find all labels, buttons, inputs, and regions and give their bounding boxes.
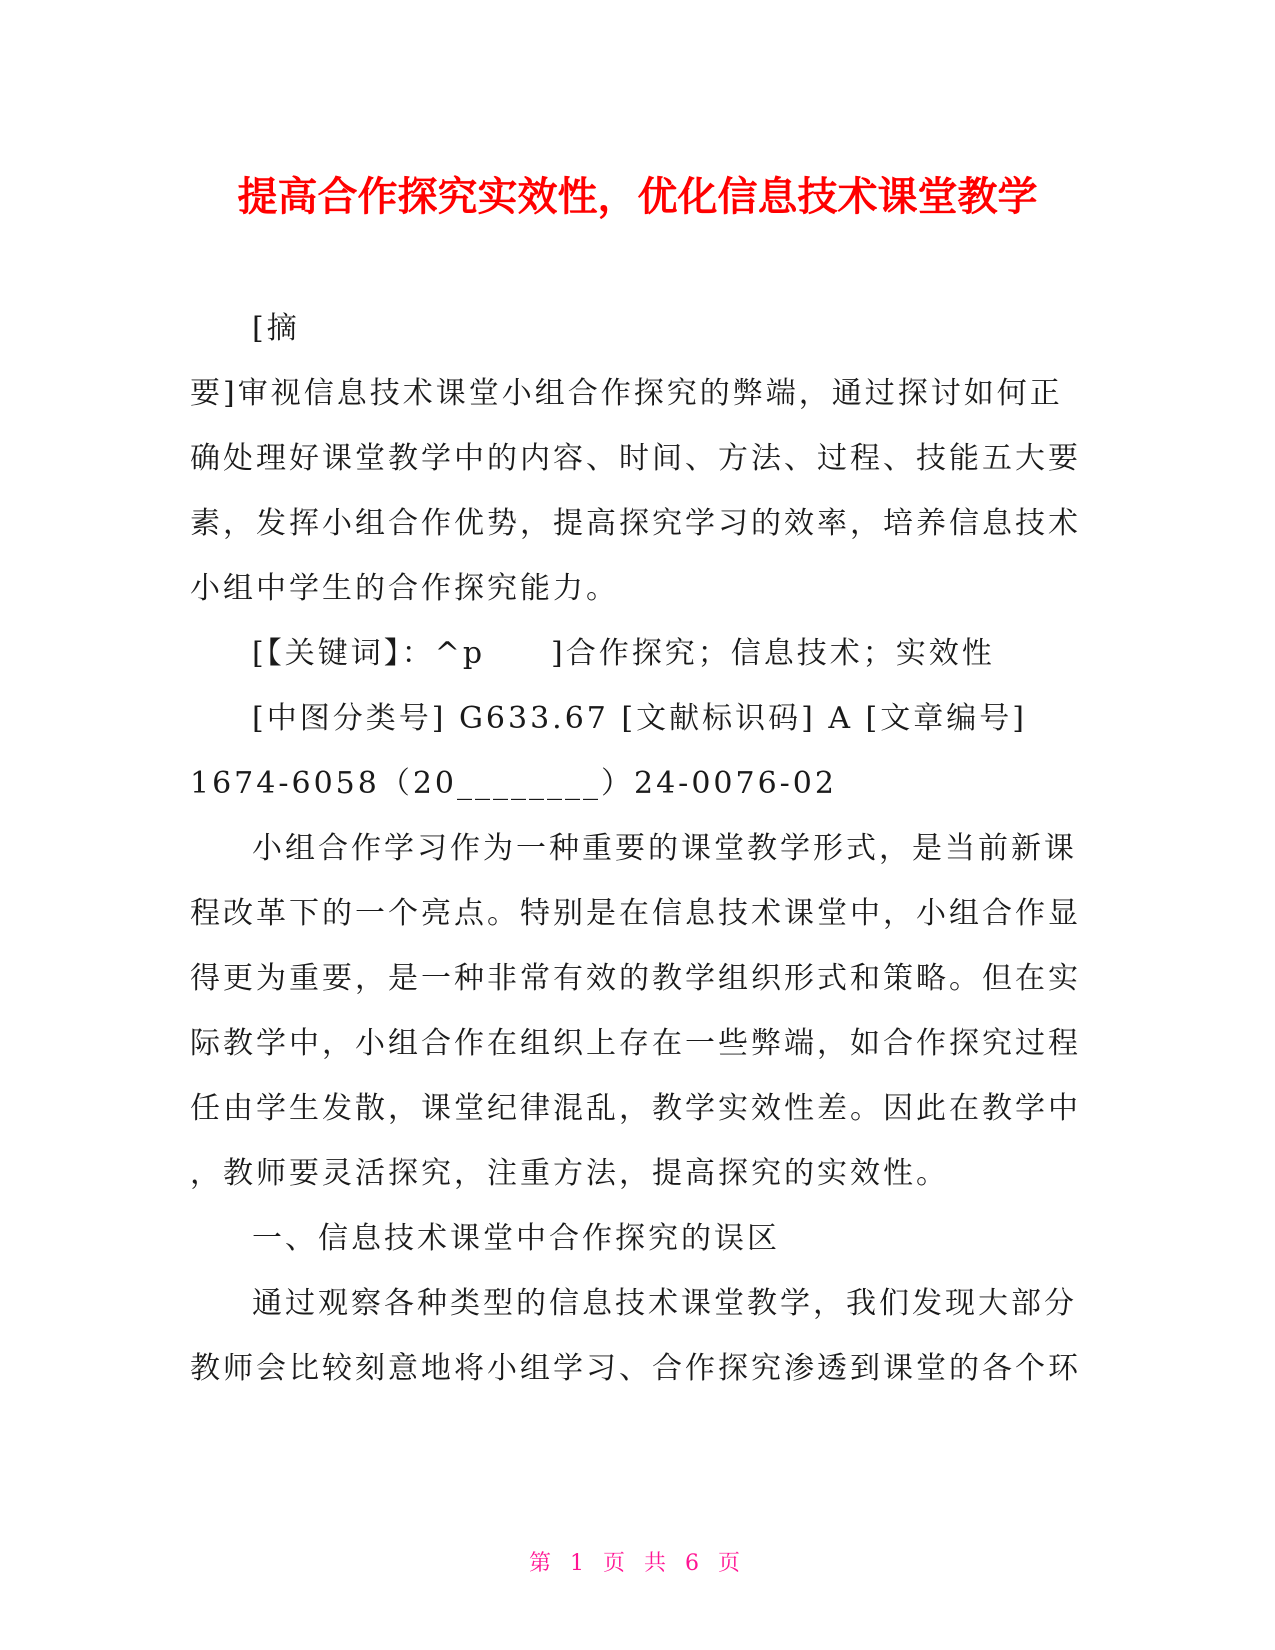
paragraph-1-line-2: 程改革下的一个亮点。特别是在信息技术课堂中，小组合作显 xyxy=(190,896,1081,931)
paragraph-1-line-1: 小组合作学习作为一种重要的课堂教学形式，是当前新课 xyxy=(252,831,1077,866)
paragraph-2-line-2: 教师会比较刻意地将小组学习、合作探究渗透到课堂的各个环 xyxy=(190,1351,1081,1386)
paragraph-1-line-6: ，教师要灵活探究，注重方法，提高探究的实效性。 xyxy=(190,1156,949,1191)
paragraph-2-line-1: 通过观察各种类型的信息技术课堂教学，我们发现大部分 xyxy=(252,1286,1077,1321)
document-title: 提高合作探究实效性，优化信息技术课堂教学 xyxy=(237,174,1038,220)
abstract-line-4: 小组中学生的合作探究能力。 xyxy=(190,571,619,606)
section-heading-1: 一、信息技术课堂中合作探究的误区 xyxy=(252,1221,780,1256)
page-footer: 第 1 页 共 6 页 xyxy=(529,1551,746,1576)
abstract-label-line: [摘 xyxy=(252,311,300,346)
article-number-line: 1674-6058（20________）24-0076-02 xyxy=(190,766,837,801)
classification-line: [中图分类号] G633.67 [文献标识码] A [文章编号] xyxy=(252,701,1027,736)
keywords-line: [【关键词】：^p ]合作探究；信息技术；实效性 xyxy=(252,636,995,671)
document-body xyxy=(190,296,1090,1401)
abstract-line-1: 要]审视信息技术课堂小组合作探究的弊端，通过探讨如何正 xyxy=(190,376,1063,411)
abstract-line-2: 确处理好课堂教学中的内容、时间、方法、过程、技能五大要 xyxy=(190,441,1081,476)
paragraph-1-line-5: 任由学生发散，课堂纪律混乱，教学实效性差。因此在教学中 xyxy=(190,1091,1081,1126)
abstract-line-3: 素，发挥小组合作优势，提高探究学习的效率，培养信息技术 xyxy=(190,506,1081,541)
paragraph-1-line-4: 际教学中，小组合作在组织上存在一些弊端，如合作探究过程 xyxy=(190,1026,1081,1061)
paragraph-1-line-3: 得更为重要，是一种非常有效的教学组织形式和策略。但在实 xyxy=(190,961,1081,996)
